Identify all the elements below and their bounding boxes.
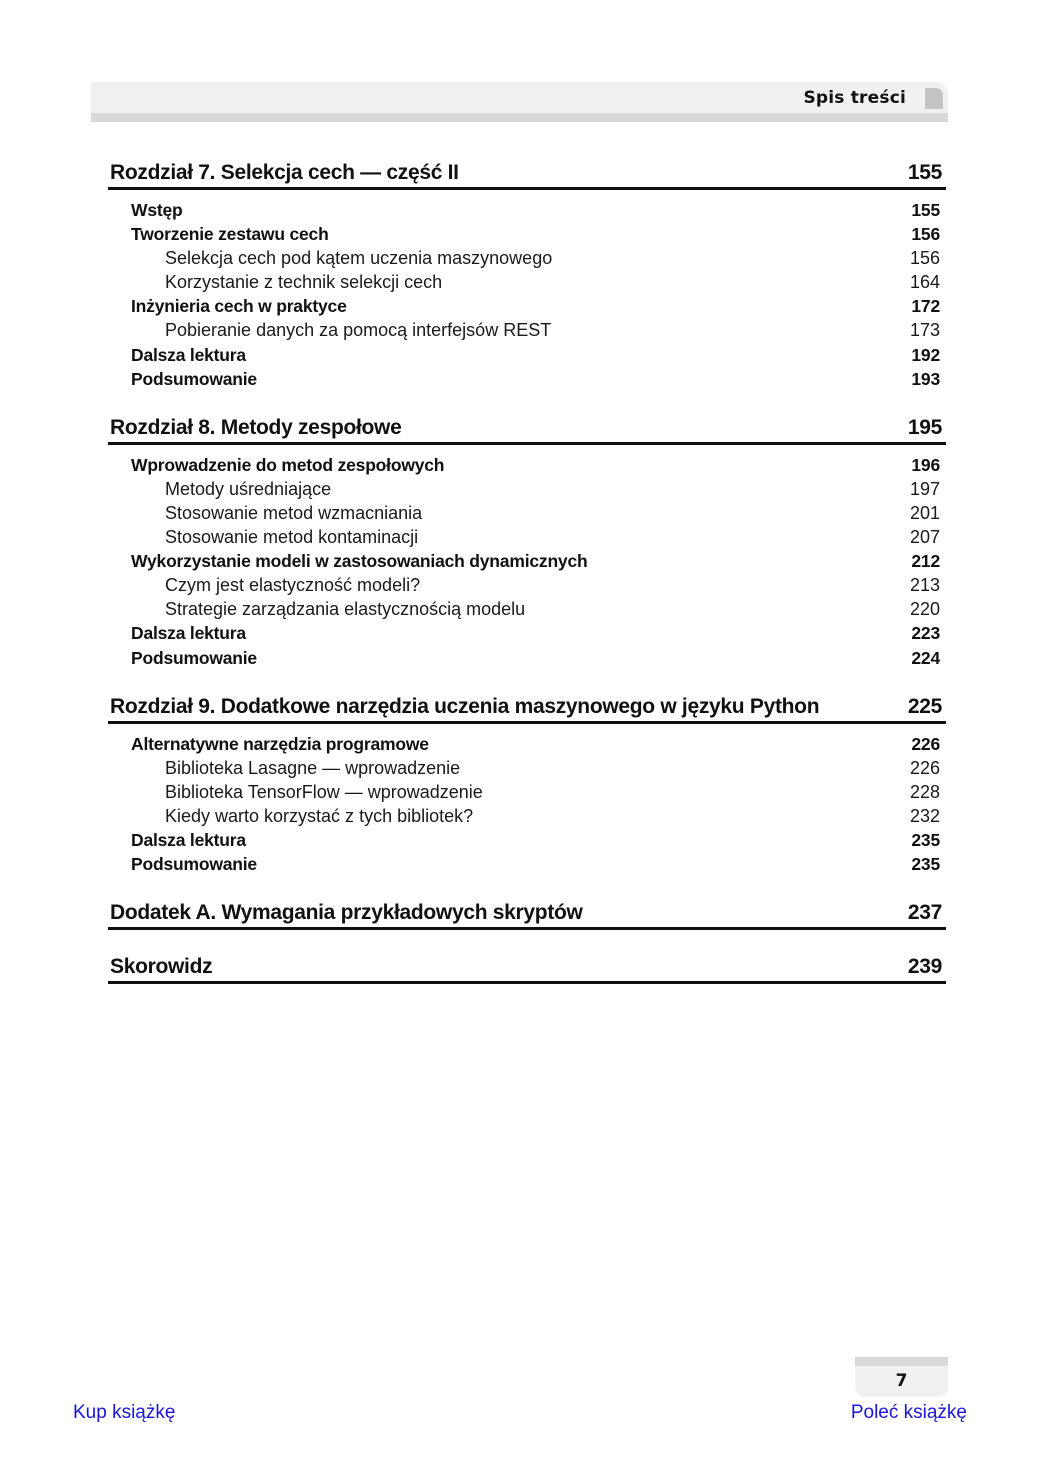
toc-entry[interactable] <box>108 780 940 804</box>
entry-title: Dalsza lektura <box>131 344 246 365</box>
page-number-box <box>855 1357 948 1397</box>
recommend-book-link[interactable]: Poleć książkę <box>850 1402 967 1423</box>
entry-title: Podsumowanie <box>131 368 257 389</box>
entry-page: 173 <box>909 320 940 341</box>
chapter-title: Skorowidz <box>110 955 213 979</box>
running-header <box>91 82 948 122</box>
entry-title: Selekcja cech pod kątem uczenia maszynowego <box>165 248 553 269</box>
toc-appendix[interactable] <box>108 896 946 930</box>
toc-chapter[interactable] <box>108 690 946 724</box>
entry-title: Biblioteka Lasagne — wprowadzenie <box>165 757 461 778</box>
page-number: 7 <box>895 1371 908 1391</box>
entry-page: 155 <box>911 200 940 220</box>
toc-entry[interactable] <box>108 294 940 318</box>
toc-entry[interactable] <box>108 367 940 391</box>
entry-page: 207 <box>909 527 940 548</box>
chapter-page: 225 <box>907 694 942 718</box>
entry-page: 226 <box>909 757 940 778</box>
spacer <box>108 670 946 690</box>
header-stripe <box>91 113 948 122</box>
toc-chapter[interactable] <box>108 156 946 190</box>
page-box-stripe <box>855 1357 948 1366</box>
toc-entry[interactable] <box>108 597 940 621</box>
entry-title: Biblioteka TensorFlow — wprowadzenie <box>165 781 483 802</box>
entry-page: 232 <box>909 805 940 826</box>
chapter-page: 195 <box>907 415 942 439</box>
header-tab-icon <box>925 88 943 109</box>
entry-page: 156 <box>909 248 940 269</box>
toc-entry[interactable] <box>108 756 940 780</box>
table-of-contents <box>108 156 946 984</box>
chapter-title: Rozdział 9. Dodatkowe narzędzia uczenia maszynowego w języku Python <box>110 694 820 718</box>
toc-entry[interactable] <box>108 318 940 342</box>
entry-title: Alternatywne narzędzia programowe <box>131 733 429 754</box>
chapter-page: 155 <box>907 161 942 184</box>
chapter-page: 237 <box>907 901 942 925</box>
toc-entry[interactable] <box>108 852 940 876</box>
toc-entry[interactable] <box>108 222 940 246</box>
toc-entry[interactable] <box>108 573 940 597</box>
toc-entry[interactable] <box>108 646 940 670</box>
toc-entry[interactable] <box>108 501 940 525</box>
toc-entry[interactable] <box>108 525 940 549</box>
entry-page: 193 <box>911 368 940 389</box>
entry-title: Korzystanie z technik selekcji cech <box>165 272 443 293</box>
entry-page: 223 <box>911 623 940 644</box>
chapter-entries <box>108 724 946 877</box>
entry-page: 197 <box>909 478 940 499</box>
entry-page: 220 <box>909 599 940 620</box>
entry-title: Wprowadzenie do metod zespołowych <box>131 454 445 475</box>
entry-page: 226 <box>911 733 940 754</box>
chapter-title: Dodatek A. Wymagania przykładowych skryptów <box>110 901 583 925</box>
entry-title: Inżynieria cech w praktyce <box>131 296 347 317</box>
chapter-entries <box>108 190 946 391</box>
toc-entry[interactable] <box>108 343 940 367</box>
entry-title: Kiedy warto korzystać z tych bibliotek? <box>165 805 474 826</box>
toc-entry[interactable] <box>108 198 940 222</box>
entry-title: Podsumowanie <box>131 647 257 668</box>
spacer <box>108 876 946 896</box>
toc-entry[interactable] <box>108 453 940 477</box>
toc-entry[interactable] <box>108 621 940 645</box>
entry-page: 235 <box>911 854 940 875</box>
toc-entry[interactable] <box>108 732 940 756</box>
entry-page: 156 <box>911 224 940 245</box>
entry-title: Czym jest elastyczność modeli? <box>165 575 421 596</box>
entry-title: Pobieranie danych za pomocą interfejsów REST <box>165 320 552 341</box>
header-title: Spis treści <box>803 88 906 108</box>
entry-page: 212 <box>911 551 940 572</box>
entry-title: Podsumowanie <box>131 854 257 875</box>
toc-entry[interactable] <box>108 549 940 573</box>
entry-title: Dalsza lektura <box>131 829 246 850</box>
entry-page: 201 <box>909 502 940 523</box>
entry-page: 228 <box>909 781 940 802</box>
entry-page: 213 <box>909 575 940 596</box>
entry-title: Strategie zarządzania elastycznością modelu <box>165 599 526 620</box>
entry-title: Dalsza lektura <box>131 623 246 644</box>
toc-entry[interactable] <box>108 804 940 828</box>
entry-title: Metody uśredniające <box>165 478 332 499</box>
chapter-title: Rozdział 7. Selekcja cech — część II <box>110 161 459 184</box>
entry-title: Tworzenie zestawu cech <box>131 224 329 245</box>
entry-page: 164 <box>909 272 940 293</box>
chapter-page: 239 <box>907 955 942 979</box>
toc-entry[interactable] <box>108 477 940 501</box>
entry-page: 196 <box>911 454 940 475</box>
chapter-title: Rozdział 8. Metody zespołowe <box>110 415 402 439</box>
entry-title: Wstęp <box>131 200 183 220</box>
toc-entry[interactable] <box>108 270 940 294</box>
entry-title: Wykorzystanie modeli w zastosowaniach dynamicznych <box>131 551 588 572</box>
buy-book-link[interactable]: Kup książkę <box>73 1402 176 1423</box>
toc-entry[interactable] <box>108 828 940 852</box>
entry-page: 224 <box>911 647 940 668</box>
entry-page: 172 <box>911 296 940 317</box>
entry-title: Stosowanie metod wzmacniania <box>165 502 423 523</box>
toc-chapter[interactable] <box>108 411 946 445</box>
entry-title: Stosowanie metod kontaminacji <box>165 527 419 548</box>
entry-page: 192 <box>911 344 940 365</box>
spacer <box>108 930 946 950</box>
entry-page: 235 <box>911 829 940 850</box>
spacer <box>108 391 946 411</box>
chapter-entries <box>108 445 946 670</box>
toc-index[interactable] <box>108 950 946 984</box>
toc-entry[interactable] <box>108 246 940 270</box>
